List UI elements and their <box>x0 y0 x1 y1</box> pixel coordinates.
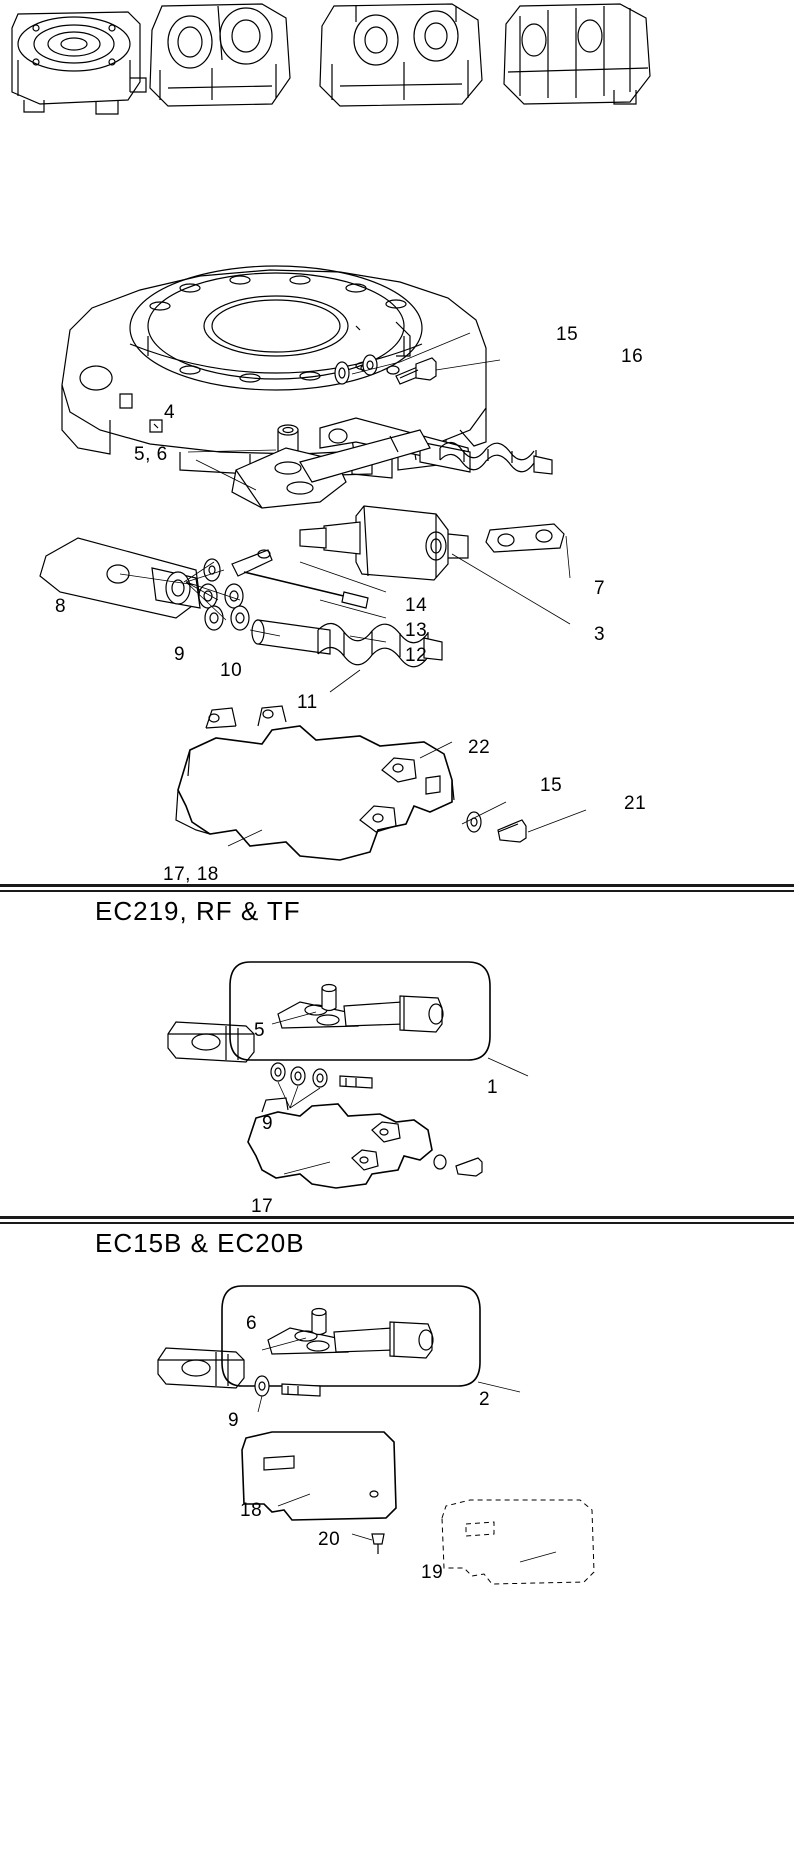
section-divider-3 <box>0 1216 794 1219</box>
leader-18-ec15b <box>278 1494 310 1506</box>
leader-3 <box>452 554 570 624</box>
callout-10: 10 <box>220 660 243 681</box>
callout-15: 15 <box>556 324 579 345</box>
leader-20 <box>352 1534 372 1540</box>
callout-22: 22 <box>468 737 491 758</box>
section-title-ec219: EC219, RF & TF <box>95 896 301 926</box>
leader-15b <box>462 802 506 824</box>
section-divider-2 <box>0 890 794 892</box>
callout-2-ec15b: 2 <box>479 1389 491 1410</box>
thumbnail-2 <box>150 4 290 106</box>
leader-7 <box>566 536 570 578</box>
callout-8: 8 <box>55 596 67 617</box>
leader-11 <box>330 670 360 692</box>
callout-19-ec15b: 19 <box>421 1562 444 1583</box>
callout-9-ec15b: 9 <box>228 1410 240 1431</box>
section-divider-1 <box>0 884 794 887</box>
section-title-ec15b: EC15B & EC20B <box>95 1228 305 1258</box>
callout-17-ec219: 17 <box>251 1196 274 1217</box>
callout-13: 13 <box>405 620 428 641</box>
callout-5-6: 5, 6 <box>134 444 168 465</box>
callout-9: 9 <box>174 644 186 665</box>
callout-7: 7 <box>594 578 606 599</box>
section-divider-4 <box>0 1222 794 1224</box>
leader-22 <box>420 742 452 758</box>
callout-21: 21 <box>624 793 647 814</box>
main-assembly-drawing <box>0 130 794 890</box>
callout-4: 4 <box>164 402 176 423</box>
thumbnail-1 <box>12 12 146 114</box>
ec15b-drawing <box>0 1262 794 1862</box>
leader-9-ec15b <box>258 1396 262 1412</box>
callout-15-lower: 15 <box>540 775 563 796</box>
callout-12: 12 <box>405 645 428 666</box>
ec219-drawing <box>0 930 794 1220</box>
callout-14: 14 <box>405 595 428 616</box>
thumbnail-3 <box>320 4 482 106</box>
leader-9-ec219 <box>278 1082 320 1108</box>
callout-20-ec15b: 20 <box>318 1529 341 1550</box>
thumbnail-4 <box>504 4 650 104</box>
leader-19 <box>520 1552 556 1562</box>
leader-21 <box>528 810 586 832</box>
callout-5-ec219: 5 <box>254 1020 266 1041</box>
leader-17-ec219 <box>284 1162 330 1174</box>
callout-17-18: 17, 18 <box>163 864 219 885</box>
callout-3: 3 <box>594 624 606 645</box>
rod-cylinder-group <box>40 418 564 667</box>
callout-1-ec219: 1 <box>487 1077 499 1098</box>
leader-17-18 <box>228 830 262 846</box>
callout-11: 11 <box>297 692 318 713</box>
bolt-assembly-15-21 <box>467 812 526 842</box>
leader-1 <box>488 1058 528 1076</box>
callout-16: 16 <box>621 346 644 367</box>
floor-plate-assembly <box>176 706 454 860</box>
callout-6-ec15b: 6 <box>246 1313 258 1334</box>
thumbnail-strip <box>0 0 794 130</box>
callout-18-ec15b: 18 <box>240 1500 263 1521</box>
callout-9-ec219: 9 <box>262 1113 274 1134</box>
leader-16 <box>436 360 500 370</box>
